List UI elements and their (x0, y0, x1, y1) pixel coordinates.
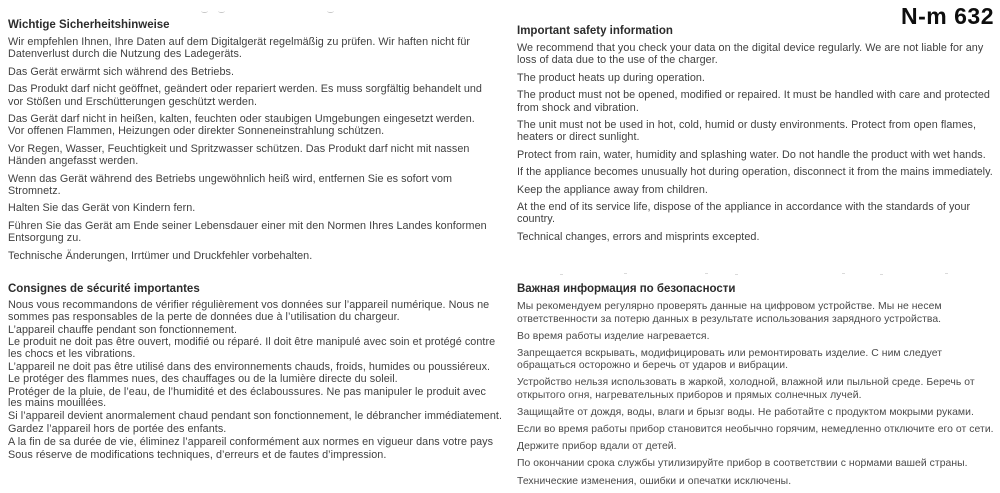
paragraph-russian: Устройство нельзя использовать в жаркой, холодной, влажной или пыльной среде. Беречь от открытого огня, нагревательных приборов и прямых солнечных лучей. (517, 377, 975, 402)
paragraph-french: L’appareil ne doit pas être utilisé dans des environnements chauds, froids, humides ou poussiéreux. Le protéger des flammes nues, des chauffages ou de la lumière directe du soleil. (8, 360, 491, 385)
section-german (8, 19, 494, 267)
scan-artifact (327, 9, 334, 13)
paragraph-english: The product must not be opened, modified or repaired. It must be handled with care and protected from shock and vibration. (517, 89, 990, 114)
paragraph-german: Das Gerät darf nicht in heißen, kalten, feuchten oder staubigen Umgebungen eingesetzt werden. Vor offenen Flammen, Heizungen oder direkter Sonneneinstrahlung schützen. (8, 113, 475, 138)
paragraph-russian: Запрещается вскрывать, модифицировать или ремонтировать изделие. С ним следует обращаться осторожно и беречь от ударов и вибрации. (517, 347, 943, 372)
paragraph-english: Protect from rain, water, humidity and splashing water. Do not handle the product with wet hands. (517, 148, 986, 161)
paragraph-german: Führen Sie das Gerät am Ende seiner Lebensdauer einer mit den Normen Ihres Landes konformen Entsorgung zu. (8, 219, 487, 245)
paragraph-english: The product heats up during operation. (517, 71, 705, 84)
paragraph-german: Halten Sie das Gerät von Kindern fern. (8, 202, 196, 215)
paragraph-french: L’appareil chauffe pendant son fonctionnement. (8, 323, 238, 336)
scan-artifact (624, 272, 627, 274)
paragraph-english: At the end of its service life, dispose of the appliance in accordance with the standards of your country. (517, 201, 971, 226)
paragraph-russian: Защищайте от дождя, воды, влаги и брызг воды. Не работайте с продуктом мокрыми руками. (517, 407, 974, 419)
section-title-german: Wichtige Sicherheitshinweise (8, 19, 170, 31)
paragraph-french: A la fin de sa durée de vie, éliminez l’appareil conformément aux normes en vigueur dans votre pays (8, 435, 494, 448)
scan-artifact (842, 272, 845, 274)
paragraph-german: Das Produkt darf nicht geöffnet, geändert oder repariert werden. Es muss sorgfältig behandelt und vor Stößen und Erschütterungen geschützt werden. (8, 83, 482, 108)
paragraph-german: Wir empfehlen Ihnen, Ihre Daten auf dem Digitalgerät regelmäßig zu prüfen. Wir haften nicht für Datenverlust durch die Nutzung des Ladegeräts. (8, 36, 471, 61)
paragraph-english: Technical changes, errors and misprints excepted. (517, 230, 760, 243)
paragraph-french: Sous réserve de modifications techniques, d’erreurs et de fautes d’impression. (8, 448, 387, 461)
section-title-english: Important safety information (517, 25, 673, 37)
paragraph-russian: Если во время работы прибор становится необычно горячим, немедленно отключите его от сети. (517, 424, 994, 436)
scan-artifact (560, 273, 563, 275)
scan-artifact (880, 273, 883, 275)
paragraph-russian: Технические изменения, ошибки и опечатки исключены. (517, 475, 792, 487)
paragraph-german: Vor Regen, Wasser, Feuchtigkeit und Spritzwasser schützen. Das Produkt darf nicht mit nassen Händen angefasst werden. (8, 142, 470, 168)
paragraph-russian: Мы рекомендуем регулярно проверять данные на цифровом устройстве. Мы не несем ответственности за потерю данных в результате использования зарядного устройства. (517, 301, 942, 325)
section-french (8, 283, 502, 462)
paragraph-german: Wenn das Gerät während des Betriebs ungewöhnlich heiß wird, entfernen Sie es sofort vom Stromnetz. (8, 172, 453, 198)
paragraph-russian: Во время работы изделие нагревается. (517, 330, 710, 342)
paragraph-french: Si l’appareil devient anormalement chaud pendant son fonctionnement, le débrancher immédiatement. (8, 410, 503, 423)
scan-artifact (735, 273, 738, 275)
paragraph-english: Keep the appliance away from children. (517, 183, 708, 196)
model-code: N-m 632 (901, 3, 994, 29)
paragraph-french: Protéger de la pluie, de l’eau, de l’humidité et des éclaboussures. Ne pas manipuler le produit avec les mains mouillées. (8, 385, 486, 410)
paragraph-german: Das Gerät erwärmt sich während des Betriebs. (8, 65, 235, 78)
paragraph-french: Gardez l’appareil hors de portée des enfants. (8, 422, 227, 435)
section-title-russian: Важная информация по безопасности (517, 283, 736, 295)
section-title-french: Consignes de sécurité importantes (8, 283, 200, 295)
scan-artifact (201, 9, 208, 13)
section-english (517, 25, 997, 248)
scan-artifact (945, 272, 948, 274)
paragraph-german: Technische Änderungen, Irrtümer und Druckfehler vorbehalten. (8, 249, 313, 262)
scan-artifact (705, 272, 708, 274)
paragraph-english: The unit must not be used in hot, cold, humid or dusty environments. Protect from open flames, heaters or direct sunlight. (517, 119, 976, 144)
paragraph-english: If the appliance becomes unusually hot during operation, disconnect it from the mains immediately. (517, 166, 993, 179)
paragraph-french: Nous vous recommandons de vérifier régulièrement vos données sur l’appareil numérique. Nous ne sommes pas responsables de la perte de données due à l’utilisation du chargeur. (8, 299, 490, 323)
paragraph-french: Le produit ne doit pas être ouvert, modifié ou réparé. Il doit être manipulé avec soin et protégé contre les chocs et les vibrations. (8, 336, 496, 361)
paragraph-russian: Держите прибор вдали от детей. (517, 441, 677, 453)
paragraph-english: We recommend that you check your data on the digital device regularly. We are not liable for any loss of data due to the use of the charger. (517, 42, 984, 67)
section-russian (517, 283, 998, 493)
paragraph-russian: По окончании срока службы утилизируйте прибор в соответствии с нормами вашей страны. (517, 458, 968, 470)
scan-artifact (218, 9, 225, 13)
